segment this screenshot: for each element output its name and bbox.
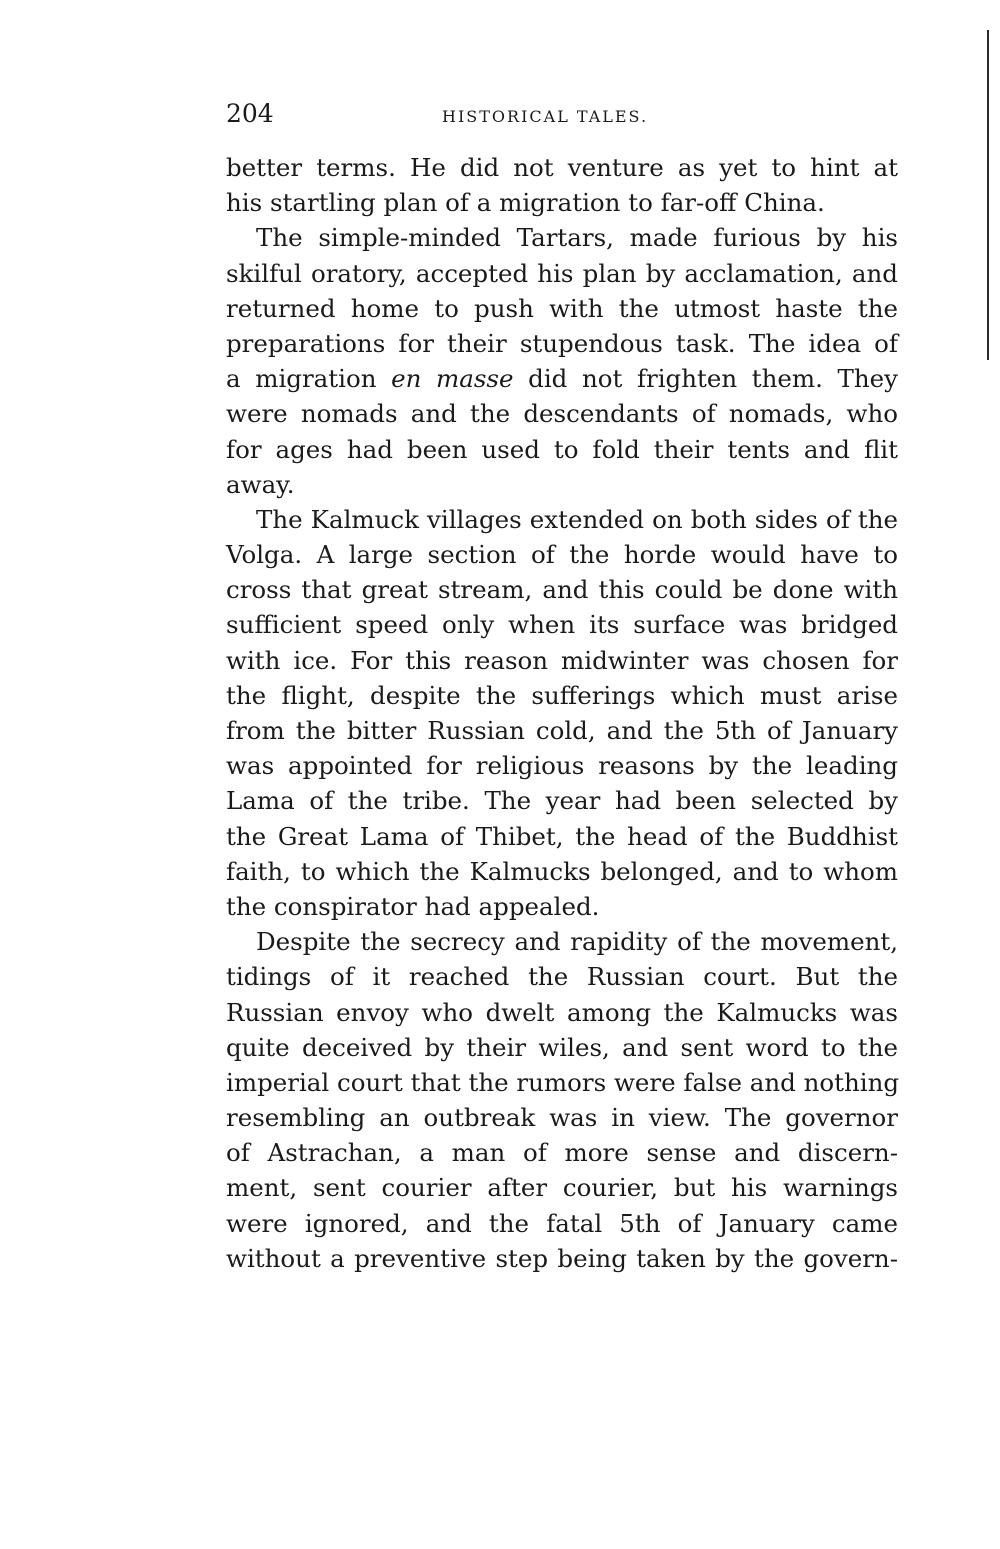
text-line: resembling an outbreak was in view. The governor — [226, 1103, 898, 1133]
text-line: Lama of the tribe. The year had been selected by — [226, 786, 898, 816]
text-line: the conspirator had appealed. — [226, 891, 600, 921]
text-line: sufficient speed only when its surface was bridged — [226, 610, 898, 640]
text-line: quite deceived by their wiles, and sent word to the — [226, 1032, 898, 1062]
text-line: tidings of it reached the Russian court. But the — [226, 962, 898, 992]
text-line: without a preventive step being taken by the govern- — [226, 1243, 898, 1273]
text-line: ment, sent courier after courier, but his warnings — [226, 1173, 898, 1203]
text-line: a migration en masse did not frighten them. They — [226, 364, 898, 394]
page-number: 204 — [226, 99, 274, 128]
text-line: of Astrachan, a man of more sense and discern- — [226, 1138, 898, 1168]
text-line: the Great Lama of Thibet, the head of the Buddhist — [226, 821, 898, 851]
running-head — [226, 96, 898, 132]
text-line: The simple-minded Tartars, made furious by his — [256, 223, 898, 253]
text-line: skilful oratory, accepted his plan by acclamation, and — [226, 258, 898, 288]
text-line: cross that great stream, and this could be done with — [226, 575, 898, 605]
text-line: his startling plan of a migration to far-off China. — [226, 188, 825, 218]
text-line: imperial court that the rumors were false and nothing — [226, 1067, 900, 1097]
text-line: The Kalmuck villages extended on both sides of the — [256, 504, 898, 534]
text-line: Volga. A large section of the horde would have to — [226, 540, 898, 570]
text-line: from the bitter Russian cold, and the 5th of January — [226, 716, 898, 745]
text-line: Despite the secrecy and rapidity of the movement, — [256, 927, 898, 957]
text-line: away. — [226, 469, 295, 499]
text-line: better terms. He did not venture as yet to hint at — [226, 153, 898, 182]
text-line: faith, to which the Kalmucks belonged, and to whom — [226, 856, 898, 886]
text-line: were ignored, and the fatal 5th of January came — [226, 1208, 898, 1238]
text-line: was appointed for religious reasons by the leading — [226, 751, 898, 781]
text-line: with ice. For this reason midwinter was chosen for — [226, 645, 898, 675]
body-text — [226, 150, 898, 1276]
running-title: HISTORICAL TALES. — [442, 107, 649, 126]
text-line: Russian envoy who dwelt among the Kalmucks was — [226, 997, 898, 1027]
text-line: the flight, despite the sufferings which must arise — [226, 680, 898, 710]
page-edge-shadow — [987, 30, 989, 360]
text-line: were nomads and the descendants of nomads, who — [226, 399, 898, 429]
text-line: preparations for their stupendous task. The idea of — [226, 328, 898, 358]
text-line: for ages had been used to fold their tents and flit — [226, 434, 898, 464]
text-line: returned home to push with the utmost haste the — [226, 293, 898, 323]
